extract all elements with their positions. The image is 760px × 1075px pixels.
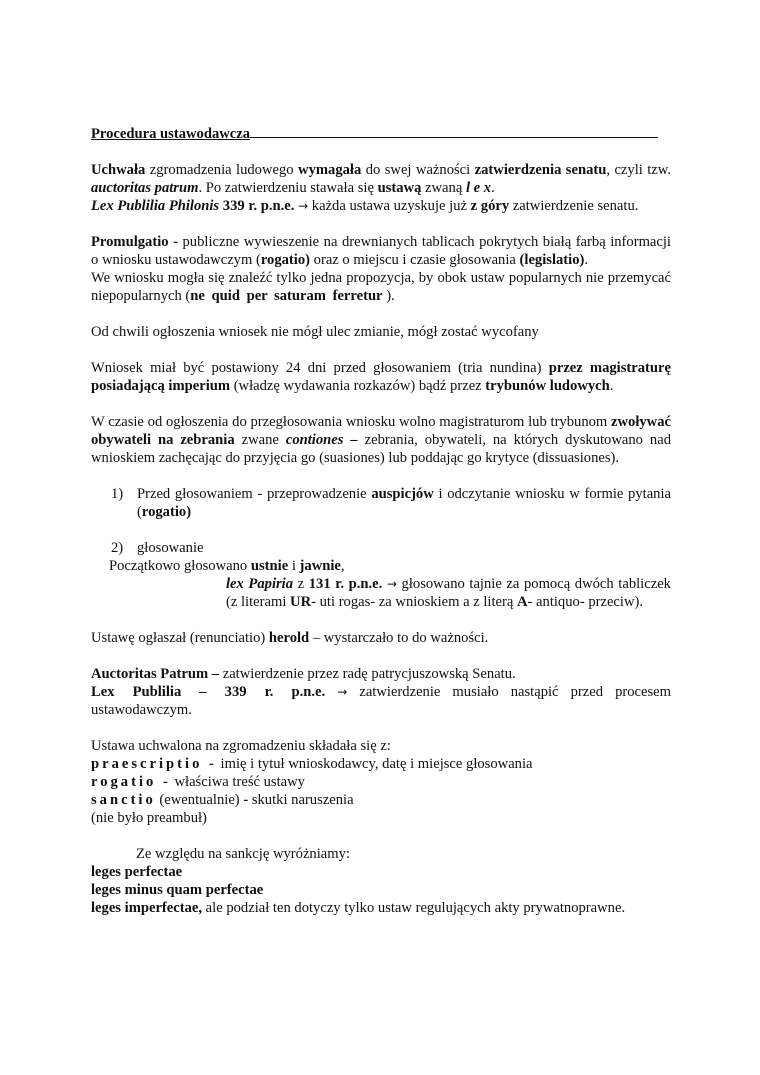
- part-sanctio: sanctio (ewentualnie) - skutki naruszenia: [91, 792, 354, 808]
- paragraph-sankcja: Ze względu na sankcję wyróżniamy:: [136, 846, 350, 862]
- list-item-1: 1) Przed głosowaniem - przeprowadzenie auspicjów i odczytanie wniosku w formie pytania (rogatio): [111, 486, 671, 520]
- arrow-icon: →: [386, 577, 397, 591]
- arrow-icon: →: [298, 199, 309, 213]
- paragraph-uchwala: Uchwała zgromadzenia ludowego wymagała do swej ważności zatwierdzenia senatu, czyli tzw. auctoritas patrum. Po zatwierdzeniu stawała się ustawą zwaną l e x.: [91, 162, 672, 196]
- paragraph-lex-papiria: lex Papiria z 131 r. p.n.e. → głosowano tajnie za pomocą dwóch tabliczek (z literami UR- uti rogas- za wnioskiem a z literą A- antiquo- przeciw).: [226, 576, 671, 610]
- paragraph-lex-publilia: Lex Publilia – 339 r. p.n.e. → zatwierdzenie musiało nastąpić przed procesem ustawodawczym.: [91, 684, 671, 718]
- paragraph-herold: Ustawę ogłaszał (renunciatio) herold – wystarczało to do ważności.: [91, 630, 489, 646]
- note-preambul: (nie było preambuł): [91, 810, 207, 826]
- leges-imperfectae: leges imperfectae, ale podział ten dotyczy tylko ustaw regulujących akty prywatnoprawne.: [91, 900, 626, 916]
- heading: [91, 124, 671, 143]
- paragraph-wycofany: Od chwili ogłoszenia wniosek nie mógł ulec zmianie, mógł zostać wycofany: [91, 324, 539, 340]
- arrow-icon: →: [337, 685, 348, 699]
- paragraph-auctoritas-patrum: Auctoritas Patrum – zatwierdzenie przez radę patrycjuszowską Senatu.: [91, 666, 516, 682]
- paragraph-contiones: W czasie od ogłoszenia do przegłosowania wniosku wolno magistraturom lub trybunom zwoływać obywateli na zebrania zwane contiones – zebrania, obywateli, na których dyskutowano nad wnioskiem zachęcając do przyjęcia go (suasiones) lub poddając go krytyce (dissuasiones).: [91, 414, 671, 466]
- page-title: Procedura ustawodawcza: [91, 126, 251, 142]
- paragraph-propozycja: We wniosku mogła się znaleźć tylko jedna propozycja, by obok ustaw popularnych nie przemycać niepopularnych (ne quid per saturam ferretur ).: [91, 270, 671, 304]
- paragraph-skladala-sie: Ustawa uchwalona na zgromadzeniu składała się z:: [91, 738, 391, 754]
- part-rogatio: rogatio - właściwa treść ustawy: [91, 774, 305, 790]
- list-item-2: 2) głosowanie: [111, 540, 204, 556]
- title-underline-rule: [250, 124, 658, 138]
- leges-minus-quam-perfectae: leges minus quam perfectae: [91, 882, 264, 898]
- leges-perfectae: leges perfectae: [91, 864, 183, 880]
- paragraph-wniosek-24-dni: Wniosek miał być postawiony 24 dni przed głosowaniem (tria nundina) przez magistraturę posiadającą imperium (władzę wydawania rozkazów) bądź przez trybunów ludowych.: [91, 360, 671, 394]
- paragraph-lex-publilia-philonis: Lex Publilia Philonis 339 r. p.n.e. → każda ustawa uzyskuje już z góry zatwierdzenie senatu.: [91, 198, 639, 214]
- paragraph-promulgatio: Promulgatio - publiczne wywieszenie na drewnianych tablicach pokrytych białą farbą informacji o wniosku ustawodawczym (rogatio) oraz o miejscu i czasie głosowania (legislatio).: [91, 234, 671, 268]
- part-praescriptio: praescriptio - imię i tytuł wnioskodawcy, datę i miejsce głosowania: [91, 756, 533, 772]
- document-page: [91, 124, 671, 917]
- paragraph-poczatkowo: Początkowo głosowano ustnie i jawnie,: [109, 558, 345, 574]
